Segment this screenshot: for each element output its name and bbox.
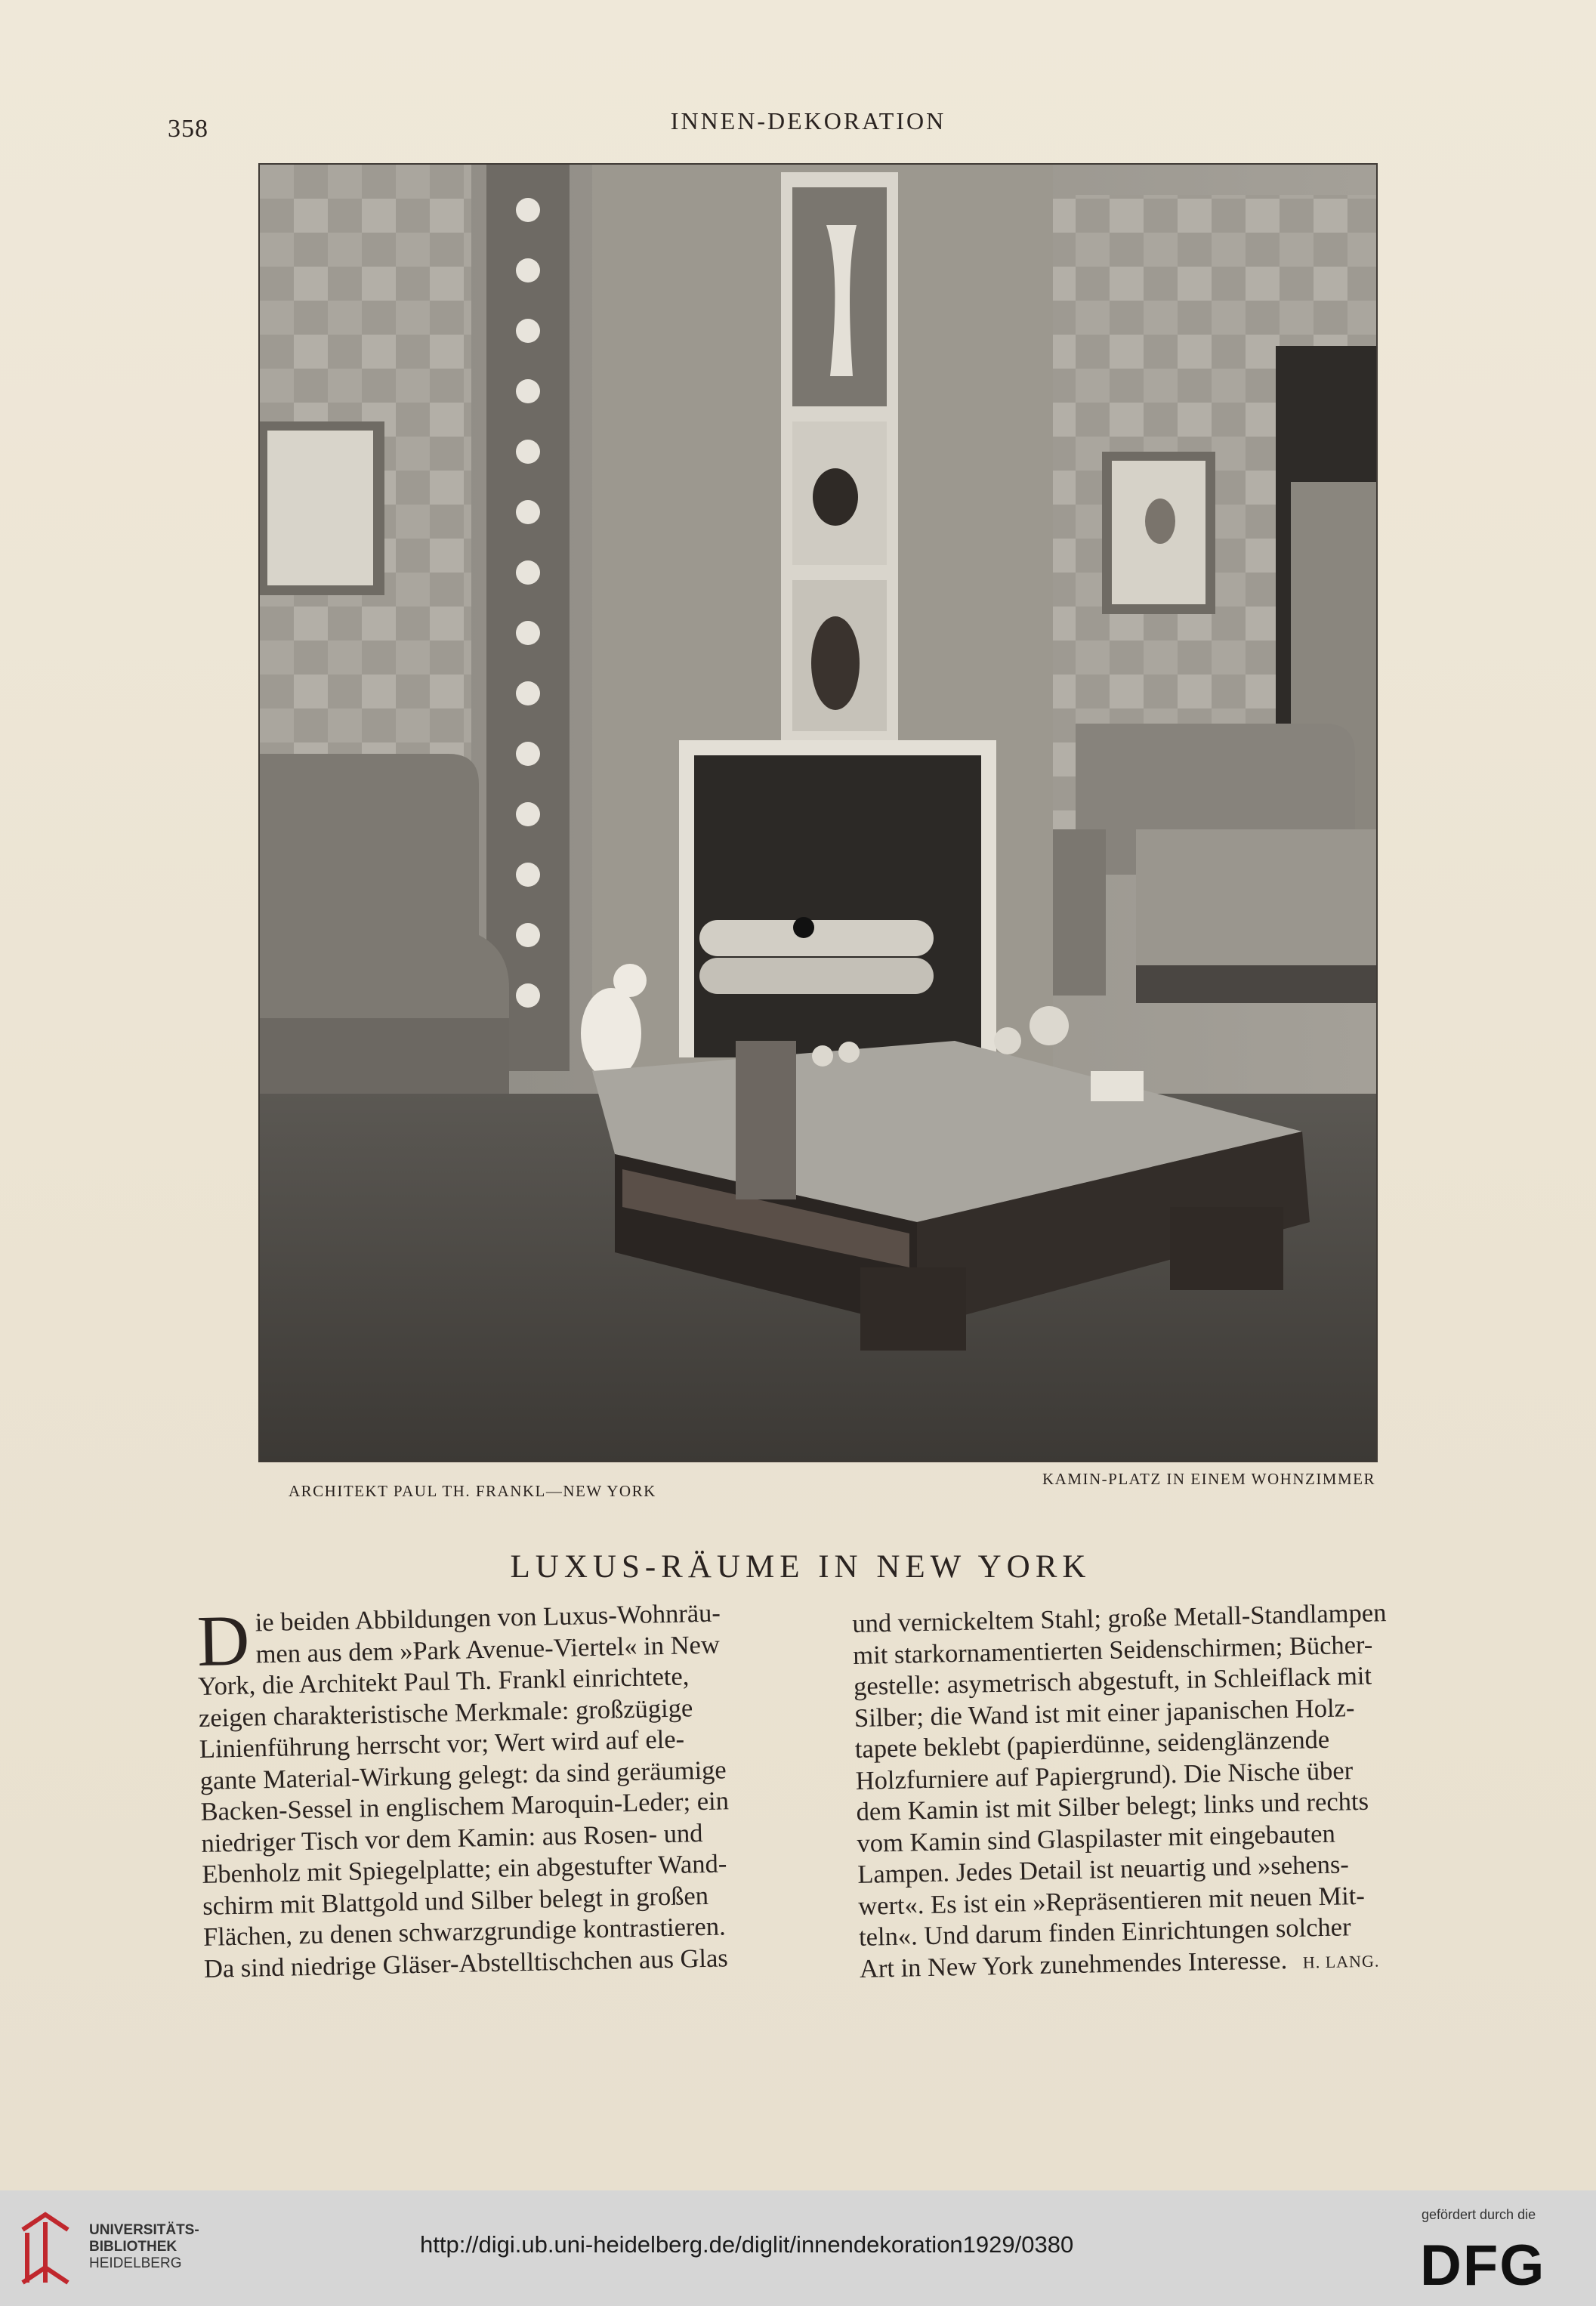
text-line: York, die Architekt Paul Th. Frankl einrichtete, bbox=[197, 1662, 690, 1701]
drop-cap: D bbox=[196, 1599, 251, 1681]
funded-by-label: gefördert durch die bbox=[1422, 2207, 1536, 2222]
figure-caption-title: KAMIN-PLATZ IN EINEM WOHNZIMMER bbox=[1042, 1470, 1375, 1488]
text-line: Lampen. Jedes Detail ist neuartig und »sehens- bbox=[857, 1850, 1350, 1889]
text-line: teln«. Und darum finden Einrichtungen solcher bbox=[858, 1912, 1351, 1952]
text-line: ie beiden Abbildungen von Luxus-Wohnräu- bbox=[255, 1598, 721, 1638]
text-line: Da sind niedrige Gläser-Abstelltischchen aus Glas bbox=[203, 1943, 729, 1983]
article-column-left bbox=[196, 1596, 831, 1985]
text-line: zeigen charakteristische Merkmale: großzügige bbox=[198, 1693, 693, 1733]
text-line: Flächen, zu denen schwarzgrundige kontrastieren. bbox=[202, 1912, 727, 1952]
text-line-last: Art in New York zunehmendes Interesse. bbox=[859, 1945, 1288, 1983]
text-line: Ebenholz mit Spiegelplatte; ein abgestufter Wand- bbox=[201, 1849, 727, 1889]
fireplace-room-image bbox=[260, 165, 1376, 1461]
text-line: men aus dem »Park Avenue-Viertel« in New bbox=[255, 1630, 721, 1669]
text-line: Holzfurniere auf Papiergrund). Die Nische über bbox=[855, 1755, 1354, 1795]
text-line: gestelle: asymetrisch abgestuft, in Schleiflack mit bbox=[853, 1661, 1372, 1701]
text-line: gante Material-Wirkung gelegt: da sind geräumige bbox=[199, 1755, 727, 1795]
text-line: tapete beklebt (papierdünne, seidenglänzende bbox=[854, 1724, 1330, 1764]
article-column-right bbox=[852, 1596, 1486, 1987]
library-name-line: UNIVERSITÄTS- bbox=[89, 2222, 199, 2238]
dfg-logo: DFG bbox=[1420, 2233, 1546, 2298]
library-name-line: BIBLIOTHEK bbox=[89, 2239, 178, 2255]
text-line: vom Kamin sind Glaspilaster mit eingebauten bbox=[857, 1819, 1336, 1858]
running-head: INNEN-DEKORATION bbox=[670, 107, 946, 134]
text-line: Silber; die Wand ist mit einer japanischen Holz- bbox=[854, 1693, 1355, 1733]
author-signature: H. LANG. bbox=[1302, 1950, 1380, 1972]
digitization-footer bbox=[0, 2190, 1596, 2306]
library-name bbox=[89, 2222, 199, 2272]
text-line: mit starkornamentierten Seidenschirmen; Bücher- bbox=[852, 1630, 1373, 1670]
figure-caption-architect: ARCHITEKT PAUL TH. FRANKL—NEW YORK bbox=[289, 1482, 656, 1500]
text-line: Linienführung herrscht vor; Wert wird auf ele- bbox=[199, 1724, 685, 1764]
library-name-line: HEIDELBERG bbox=[89, 2255, 182, 2271]
text-line: wert«. Es ist ein »Repräsentieren mit neuen Mit- bbox=[857, 1881, 1366, 1921]
text-line: und vernickeltem Stahl; große Metall-Standlampen bbox=[852, 1598, 1387, 1638]
text-line: dem Kamin ist mit Silber belegt; links und rechts bbox=[856, 1786, 1369, 1826]
page-number: 358 bbox=[168, 115, 208, 143]
article-title: LUXUS-RÄUME IN NEW YORK bbox=[510, 1549, 1091, 1585]
text-line: Backen-Sessel in englischem Maroquin-Leder; ein bbox=[200, 1786, 730, 1826]
text-line: schirm mit Blattgold und Silber belegt in großen bbox=[202, 1881, 709, 1921]
source-url-link[interactable]: http://digi.ub.uni-heidelberg.de/diglit/innendekoration1929/0380 bbox=[420, 2231, 1074, 2258]
text-line: niedriger Tisch vor dem Kamin: aus Rosen- und bbox=[201, 1818, 703, 1858]
interior-photograph bbox=[260, 165, 1376, 1461]
university-library-logo-icon bbox=[15, 2207, 76, 2290]
